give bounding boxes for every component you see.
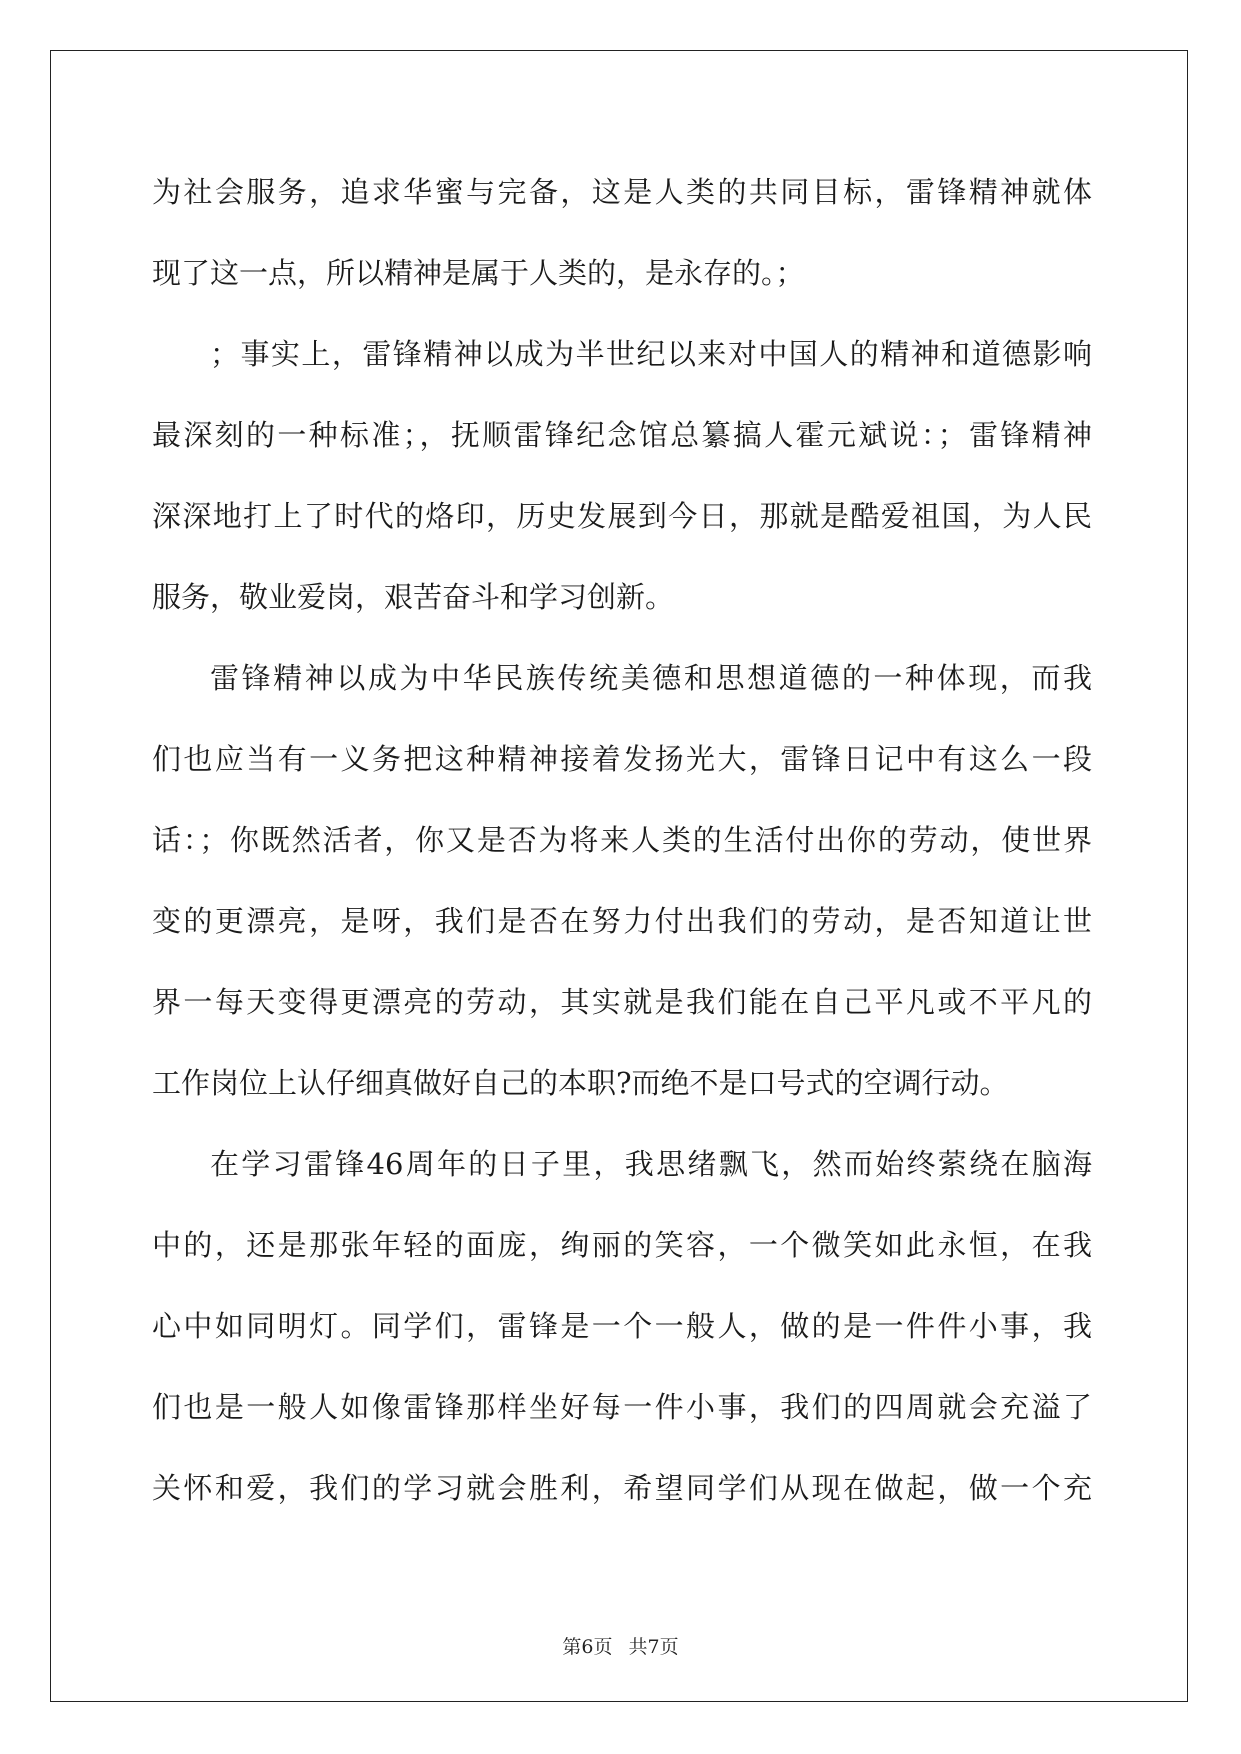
- text-line: 服务，敬业爱岗，艰苦奋斗和学习创新。: [152, 580, 675, 614]
- text-line: 界一每天变得更漂亮的劳动，其实就是我们能在自己平凡或不平凡的: [152, 985, 1092, 1019]
- text-line: 们也是一般人如像雷锋那样坐好每一件小事，我们的四周就会充溢了: [152, 1390, 1092, 1424]
- page-footer: [0, 1632, 1241, 1659]
- current-page-label: 第6页: [562, 1636, 613, 1658]
- total-pages-label: 共7页: [628, 1636, 679, 1658]
- text-line: 关怀和爱，我们的学习就会胜利，希望同学们从现在做起，做一个充: [152, 1471, 1092, 1505]
- text-line: 最深刻的一种标准；，抚顺雷锋纪念馆总纂搞人霍元斌说：；雷锋精神: [152, 418, 1092, 452]
- text-line: ；事实上，雷锋精神以成为半世纪以来对中国人的精神和道德影响: [210, 337, 1092, 371]
- text-line: 为社会服务，追求华蜜与完备，这是人类的共同目标，雷锋精神就体: [152, 175, 1092, 209]
- text-line: 雷锋精神以成为中华民族传统美德和思想道德的一种体现，而我: [210, 661, 1092, 695]
- text-line: 在学习雷锋46周年的日子里，我思绪飘飞，然而始终萦绕在脑海: [210, 1147, 1092, 1181]
- text-line: 变的更漂亮，是呀，我们是否在努力付出我们的劳动，是否知道让世: [152, 904, 1092, 938]
- document-body: [152, 152, 1092, 1529]
- text-line: 话：；你既然活者，你又是否为将来人类的生活付出你的劳动，使世界: [152, 823, 1092, 857]
- text-line: 工作岗位上认仔细真做好自己的本职?而绝不是口号式的空调行动。: [152, 1066, 1009, 1100]
- text-line: 现了这一点，所以精神是属于人类的，是永存的。；: [152, 256, 805, 290]
- text-line: 深深地打上了时代的烙印，历史发展到今日，那就是酷爱祖国，为人民: [152, 499, 1092, 533]
- text-line: 们也应当有一义务把这种精神接着发扬光大，雷锋日记中有这么一段: [152, 742, 1092, 776]
- text-line: 心中如同明灯。同学们，雷锋是一个一般人，做的是一件件小事，我: [152, 1309, 1092, 1343]
- text-line: 中的，还是那张年轻的面庞，绚丽的笑容，一个微笑如此永恒，在我: [152, 1228, 1092, 1262]
